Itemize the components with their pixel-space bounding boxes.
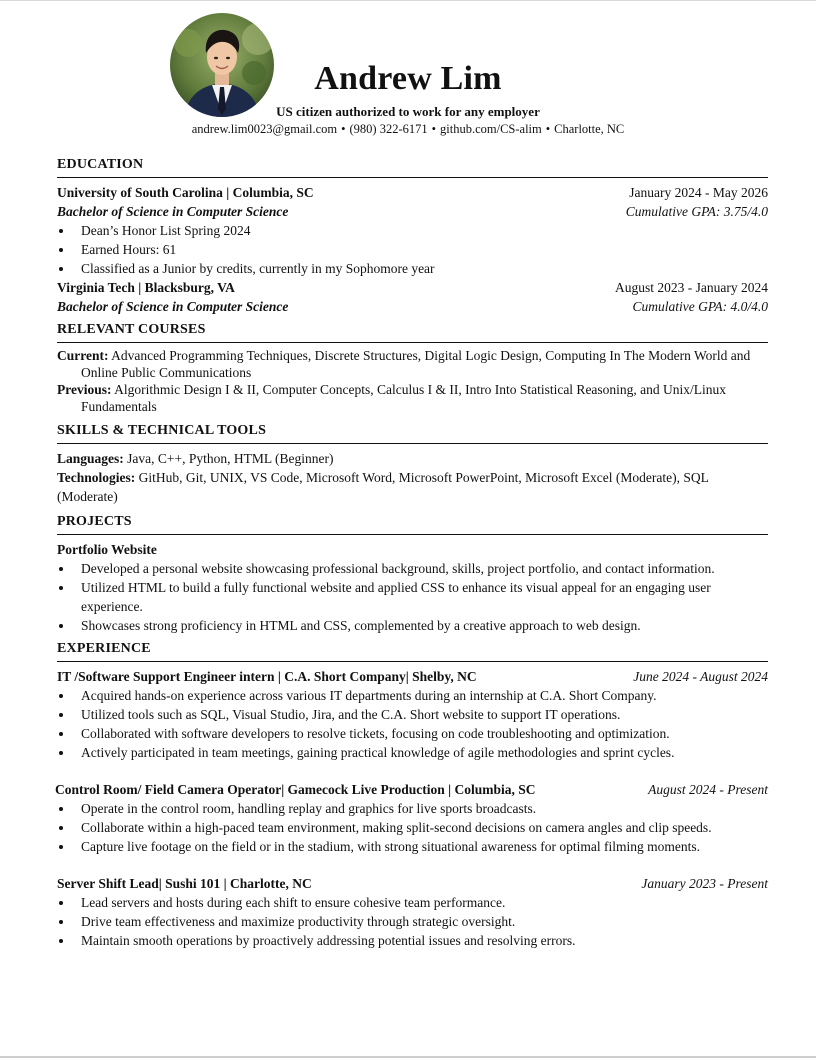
job-role: IT /Software Support Engineer intern | C.A. Short Company| Shelby, NC: [57, 669, 477, 684]
section-title-education: EDUCATION: [57, 157, 768, 178]
job-entry: [57, 874, 768, 950]
job-entry: [57, 667, 768, 762]
list-item: Showcases strong proficiency in HTML and CSS, complemented by a creative approach to web design.: [57, 616, 768, 635]
technologies-text: GitHub, Git, UNIX, VS Code, Microsoft Word, Microsoft PowerPoint, Microsoft Excel (Moderate), SQL (Moderate): [57, 470, 709, 504]
job-role: Server Shift Lead| Sushi 101 | Charlotte, NC: [57, 876, 312, 891]
contact-phone: (980) 322-6171: [349, 122, 428, 136]
school-dates: January 2024 - May 2026: [629, 185, 768, 200]
list-item: Operate in the control room, handling replay and graphics for live sports broadcasts.: [57, 799, 768, 818]
languages-label: Languages:: [57, 451, 124, 466]
list-item: Earned Hours: 61: [57, 240, 768, 259]
job-dates: August 2024 - Present: [648, 782, 768, 797]
section-title-courses: RELEVANT COURSES: [57, 322, 768, 343]
education-entry: [57, 278, 768, 316]
list-item: Lead servers and hosts during each shift to ensure cohesive team performance.: [57, 893, 768, 912]
previous-courses-text: Algorithmic Design I & II, Computer Concepts, Calculus I & II, Intro Into Statistical Reasoning, and Unix/Linux Fundamentals: [81, 382, 727, 414]
project-bullets: [57, 559, 768, 635]
school-dates: August 2023 - January 2024: [615, 280, 768, 295]
project-entry: [57, 540, 768, 635]
contact-location: Charlotte, NC: [554, 122, 625, 136]
job-bullets: [57, 893, 768, 950]
list-item: Dean’s Honor List Spring 2024: [57, 221, 768, 240]
gpa: Cumulative GPA: 3.75/4.0: [625, 204, 768, 219]
current-courses: [57, 348, 768, 381]
page-bottom-border: [0, 1056, 816, 1058]
school-name: Virginia Tech | Blacksburg, VA: [57, 280, 235, 295]
education-entry: [57, 183, 768, 278]
list-item: Developed a personal website showcasing professional background, skills, project portfolio, and contact information.: [57, 559, 768, 578]
education-bullets: [57, 221, 768, 278]
list-item: Collaborate within a high-paced team environment, making split-second decisions on camera angles and clip speeds.: [57, 818, 768, 837]
technologies-label: Technologies:: [57, 470, 136, 485]
list-item: Capture live footage on the field or in the stadium, with strong situational awareness for optimal filming moments.: [57, 837, 768, 856]
gpa: Cumulative GPA: 4.0/4.0: [632, 299, 768, 314]
section-title-skills: SKILLS & TECHNICAL TOOLS: [57, 423, 768, 444]
contact-email[interactable]: andrew.lim0023@gmail.com: [191, 122, 338, 136]
list-item: Actively participated in team meetings, gaining practical knowledge of agile methodologies and sprint cycles.: [57, 743, 768, 762]
contact-separator: •: [341, 122, 346, 136]
section-title-experience: EXPERIENCE: [57, 641, 768, 662]
section-title-projects: PROJECTS: [57, 514, 768, 535]
degree-name: Bachelor of Science in Computer Science: [57, 204, 289, 219]
list-item: Drive team effectiveness and maximize productivity through strategic oversight.: [57, 912, 768, 931]
list-item: Classified as a Junior by credits, currently in my Sophomore year: [57, 259, 768, 278]
list-item: Collaborated with software developers to resolve tickets, focusing on code troubleshooting and optimization.: [57, 724, 768, 743]
contact-separator: •: [545, 122, 551, 136]
current-courses-text: Advanced Programming Techniques, Discrete Structures, Digital Logic Design, Computing In The Modern World and Online Public Communications: [81, 348, 751, 380]
previous-courses-label: Previous:: [57, 382, 112, 397]
contact-line: [0, 122, 816, 137]
previous-courses: [57, 382, 768, 415]
languages-text: Java, C++, Python, HTML (Beginner): [127, 451, 334, 466]
languages: [57, 449, 768, 468]
job-dates: January 2023 - Present: [641, 876, 768, 891]
job-entry: [57, 780, 768, 856]
list-item: Acquired hands-on experience across various IT departments during an internship at C.A. Short Company.: [57, 686, 768, 705]
degree-name: Bachelor of Science in Computer Science: [57, 299, 289, 314]
list-item: Utilized tools such as SQL, Visual Studio, Jira, and the C.A. Short website to support IT operations.: [57, 705, 768, 724]
technologies: [57, 468, 768, 506]
resume-body: [57, 151, 768, 950]
candidate-name: Andrew Lim: [314, 60, 502, 97]
current-courses-label: Current:: [57, 348, 109, 363]
contact-separator: •: [431, 122, 437, 136]
page-top-border: [0, 0, 816, 1]
job-bullets: [57, 686, 768, 762]
work-authorization: US citizen authorized to work for any employer: [276, 104, 540, 119]
job-bullets: [57, 799, 768, 856]
list-item: Utilized HTML to build a fully functional website and applied CSS to enhance its visual appeal for an engaging user experience.: [57, 578, 768, 616]
profile-photo: [170, 13, 274, 117]
project-name: Portfolio Website: [57, 542, 157, 557]
job-dates: June 2024 - August 2024: [633, 669, 768, 684]
contact-github[interactable]: github.com/CS-alim: [440, 122, 542, 136]
job-role: Control Room/ Field Camera Operator| Gamecock Live Production | Columbia, SC: [55, 782, 536, 797]
list-item: Maintain smooth operations by proactively addressing potential issues and resolving errors.: [57, 931, 768, 950]
school-name: University of South Carolina | Columbia, SC: [57, 185, 314, 200]
